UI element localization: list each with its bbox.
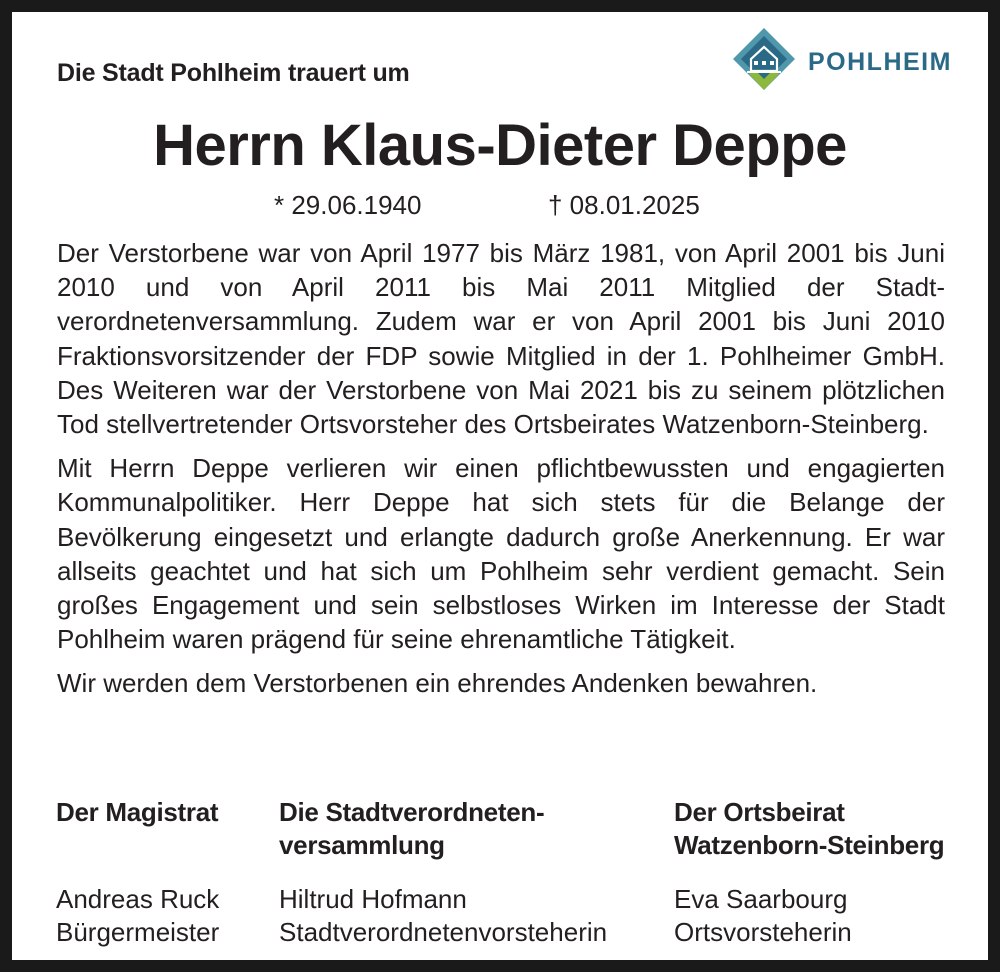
birth-date: * 29.06.1940 xyxy=(274,190,422,220)
signature-body: Der Magistrat xyxy=(56,797,219,827)
signature-magistrat xyxy=(56,796,219,949)
life-dates xyxy=(12,190,988,220)
signature-body-line2: Watzenborn-Steinberg xyxy=(674,830,945,860)
signature-body-line2 xyxy=(56,829,219,862)
signature-name: Hiltrud Hofmann xyxy=(279,884,467,914)
pohlheim-logo xyxy=(729,26,952,104)
signature-body-line2: versammlung xyxy=(279,830,445,860)
signature-body: Die Stadtverordneten- xyxy=(279,797,545,827)
intro-heading: Die Stadt Pohlheim trauert um xyxy=(57,59,410,87)
pohlheim-emblem-icon xyxy=(729,26,799,104)
obituary-text xyxy=(57,236,945,701)
signature-role: Stadtverordnetenvorsteherin xyxy=(279,917,608,947)
paragraph-career: Der Verstorbene war von April 1977 bis März 1981, von April 2001 bis Juni 2010 und von April 2011 bis Mai 2011 Mitglied der Stadtverordnetenversammlung. Zudem war er von April 2001 bis Juni 2010 Fraktionsvorsitzender der FDP sowie Mitglied in der 1. Pohlheimer GmbH. Des Weiteren war der Verstorbene von Mai 2021 bis zu seinem plötzlichen Tod stellvertretender Ortsvorsteher des Ortsbeirates Watzenborn-Steinberg. xyxy=(57,238,945,440)
paragraph-tribute: Mit Herrn Deppe verlieren wir einen pflichtbewussten und engagierten Kommunalpolitiker. Herr Deppe hat sich stets für die Belange der Bevölkerung eingesetzt und erlangte dadurch große Anerkennung. Er war allseits geachtet und hat sich um Pohlheim sehr verdient gemacht. Sein großes Engagement und sein selbstloses Wirken im Interesse der Stadt Pohlheim waren prägend für seine ehrenamtliche Tätigkeit. xyxy=(57,453,945,655)
signature-body: Der Ortsbeirat xyxy=(674,797,845,827)
signature-ortsbeirat xyxy=(674,796,944,949)
signature-role: Ortsvorsteherin xyxy=(674,917,852,947)
logo-wordmark: POHLHEIM xyxy=(808,48,952,76)
obituary-notice xyxy=(12,12,988,960)
paragraph-closing: Wir werden dem Verstorbenen ein ehrendes Andenken bewahren. xyxy=(57,668,818,699)
deceased-name: Herrn Klaus-Dieter Deppe xyxy=(153,113,847,178)
death-date: † 08.01.2025 xyxy=(548,190,700,220)
signature-stadtverordnetenversammlung xyxy=(279,796,607,949)
signature-name: Eva Saarbourg xyxy=(674,884,848,914)
signature-role: Bürgermeister xyxy=(56,917,220,947)
signature-name: Andreas Ruck xyxy=(56,884,220,914)
